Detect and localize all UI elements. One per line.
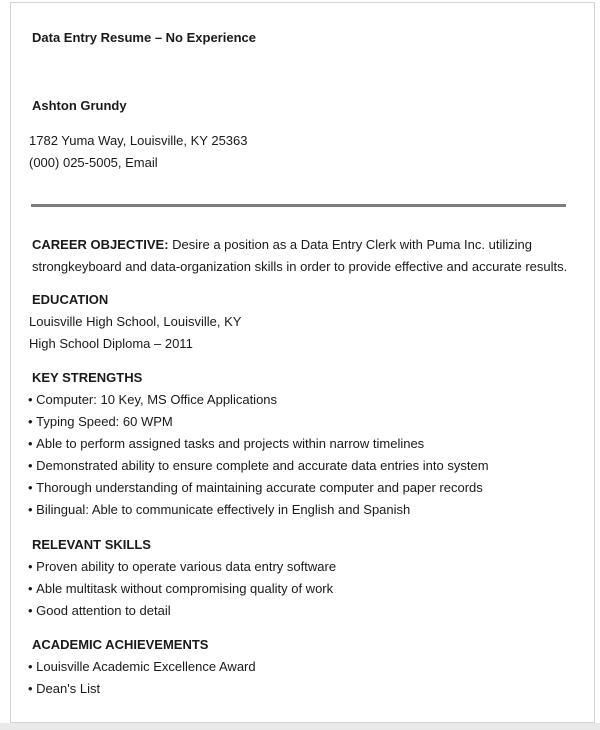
key-strength-item: • Thorough understanding of maintaining accurate computer and paper records <box>28 477 489 499</box>
academic-achievements-heading: ACADEMIC ACHIEVEMENTS <box>32 637 209 652</box>
career-objective-text-line1: Desire a position as a Data Entry Clerk with Puma Inc. utilizing <box>172 237 532 252</box>
academic-achievement-item: • Dean's List <box>28 678 256 700</box>
education-heading: EDUCATION <box>32 292 109 307</box>
career-objective-text-line2: strongkeyboard and data-organization skills in order to provide effective and accurate results. <box>32 259 568 274</box>
academic-achievement-item: • Louisville Academic Excellence Award <box>28 656 256 678</box>
resume-title: Data Entry Resume – No Experience <box>32 30 256 45</box>
education-diploma-line: High School Diploma – 2011 <box>29 336 193 351</box>
education-section <box>29 289 241 355</box>
horizontal-divider <box>31 204 566 207</box>
relevant-skills-section <box>28 534 336 622</box>
contact-block <box>29 130 248 174</box>
key-strengths-heading: KEY STRENGTHS <box>32 370 143 385</box>
career-objective-section <box>32 234 567 278</box>
relevant-skill-item: • Able multitask without compromising quality of work <box>28 578 336 600</box>
academic-achievements-section <box>28 634 256 700</box>
education-school-line: Louisville High School, Louisville, KY <box>29 314 242 329</box>
relevant-skill-item: • Good attention to detail <box>28 600 336 622</box>
bottom-margin-strip <box>0 723 600 730</box>
key-strength-item: • Computer: 10 Key, MS Office Applications <box>28 389 489 411</box>
relevant-skill-item: • Proven ability to operate various data entry software <box>28 556 336 578</box>
key-strength-item: • Demonstrated ability to ensure complete and accurate data entries into system <box>28 455 489 477</box>
key-strength-item: • Bilingual: Able to communicate effectively in English and Spanish <box>28 499 489 521</box>
phone-email-line: (000) 025-5005, Email <box>29 155 158 170</box>
address-line: 1782 Yuma Way, Louisville, KY 25363 <box>29 133 248 148</box>
candidate-name: Ashton Grundy <box>32 98 127 113</box>
key-strengths-section <box>28 367 489 521</box>
career-objective-heading: CAREER OBJECTIVE: <box>32 237 169 252</box>
career-objective-line1 <box>32 234 567 256</box>
key-strength-item: • Typing Speed: 60 WPM <box>28 411 489 433</box>
relevant-skills-heading: RELEVANT SKILLS <box>32 537 151 552</box>
key-strength-item: • Able to perform assigned tasks and projects within narrow timelines <box>28 433 489 455</box>
